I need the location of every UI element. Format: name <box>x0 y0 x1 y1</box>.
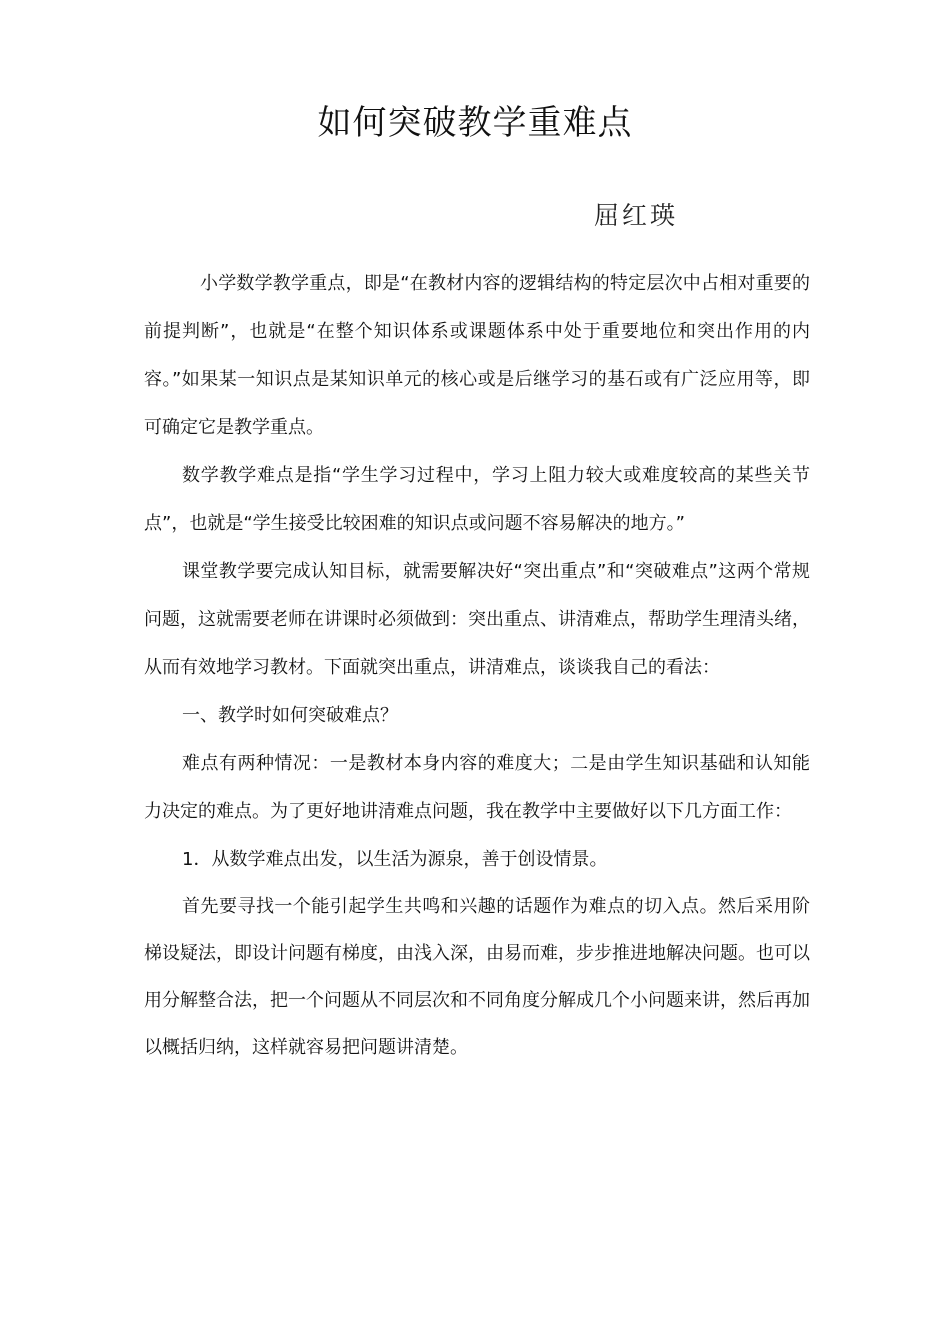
paragraph-teaching-focus: 小学数学教学重点，即是“在教材内容的逻辑结构的特定层次中占相对重要的前提判断”，也就是“在整个知识体系或课题体系中处于重要地位和突出作用的内容。”如果某一知识点是某知识单元的核心或是后继学习的基石或有广泛应用等，即可确定它是教学重点。 <box>144 273 810 438</box>
paragraph-classroom-goals: 课堂教学要完成认知目标，就需要解决好“突出重点”和“突破难点”这两个常规问题，这就需要老师在讲课时必须做到：突出重点、讲清难点，帮助学生理清头绪，从而有效地学习教材。下面就突出重点，讲清难点，谈谈我自己的看法： <box>144 561 810 678</box>
document-body <box>144 260 810 1071</box>
paragraph-two-kinds-of-difficulty: 难点有两种情况：一是教材本身内容的难度大；二是由学生知识基础和认知能力决定的难点。为了更好地讲清难点问题，我在教学中主要做好以下几方面工作： <box>144 753 810 822</box>
list-item-1-heading: 1．从数学难点出发，以生活为源泉，善于创设情景。 <box>182 849 608 870</box>
paragraph-teaching-difficulty: 数学教学难点是指“学生学习过程中，学习上阻力较大或难度较高的某些关节点”，也就是“学生接受比较困难的知识点或问题不容易解决的地方。” <box>144 465 810 534</box>
section-heading-1: 一、教学时如何突破难点？ <box>182 705 398 726</box>
document-title: 如何突破教学重难点 <box>317 103 633 143</box>
author-name: 屈红瑛 <box>594 201 679 230</box>
paragraph-methods: 首先要寻找一个能引起学生共鸣和兴趣的话题作为难点的切入点。然后采用阶梯设疑法，即设计问题有梯度，由浅入深，由易而难，步步推进地解决问题。也可以用分解整合法，把一个问题从不同层次和不同角度分解成几个小问题来讲，然后再加以概括归纳，这样就容易把问题讲清楚。 <box>144 896 810 1058</box>
